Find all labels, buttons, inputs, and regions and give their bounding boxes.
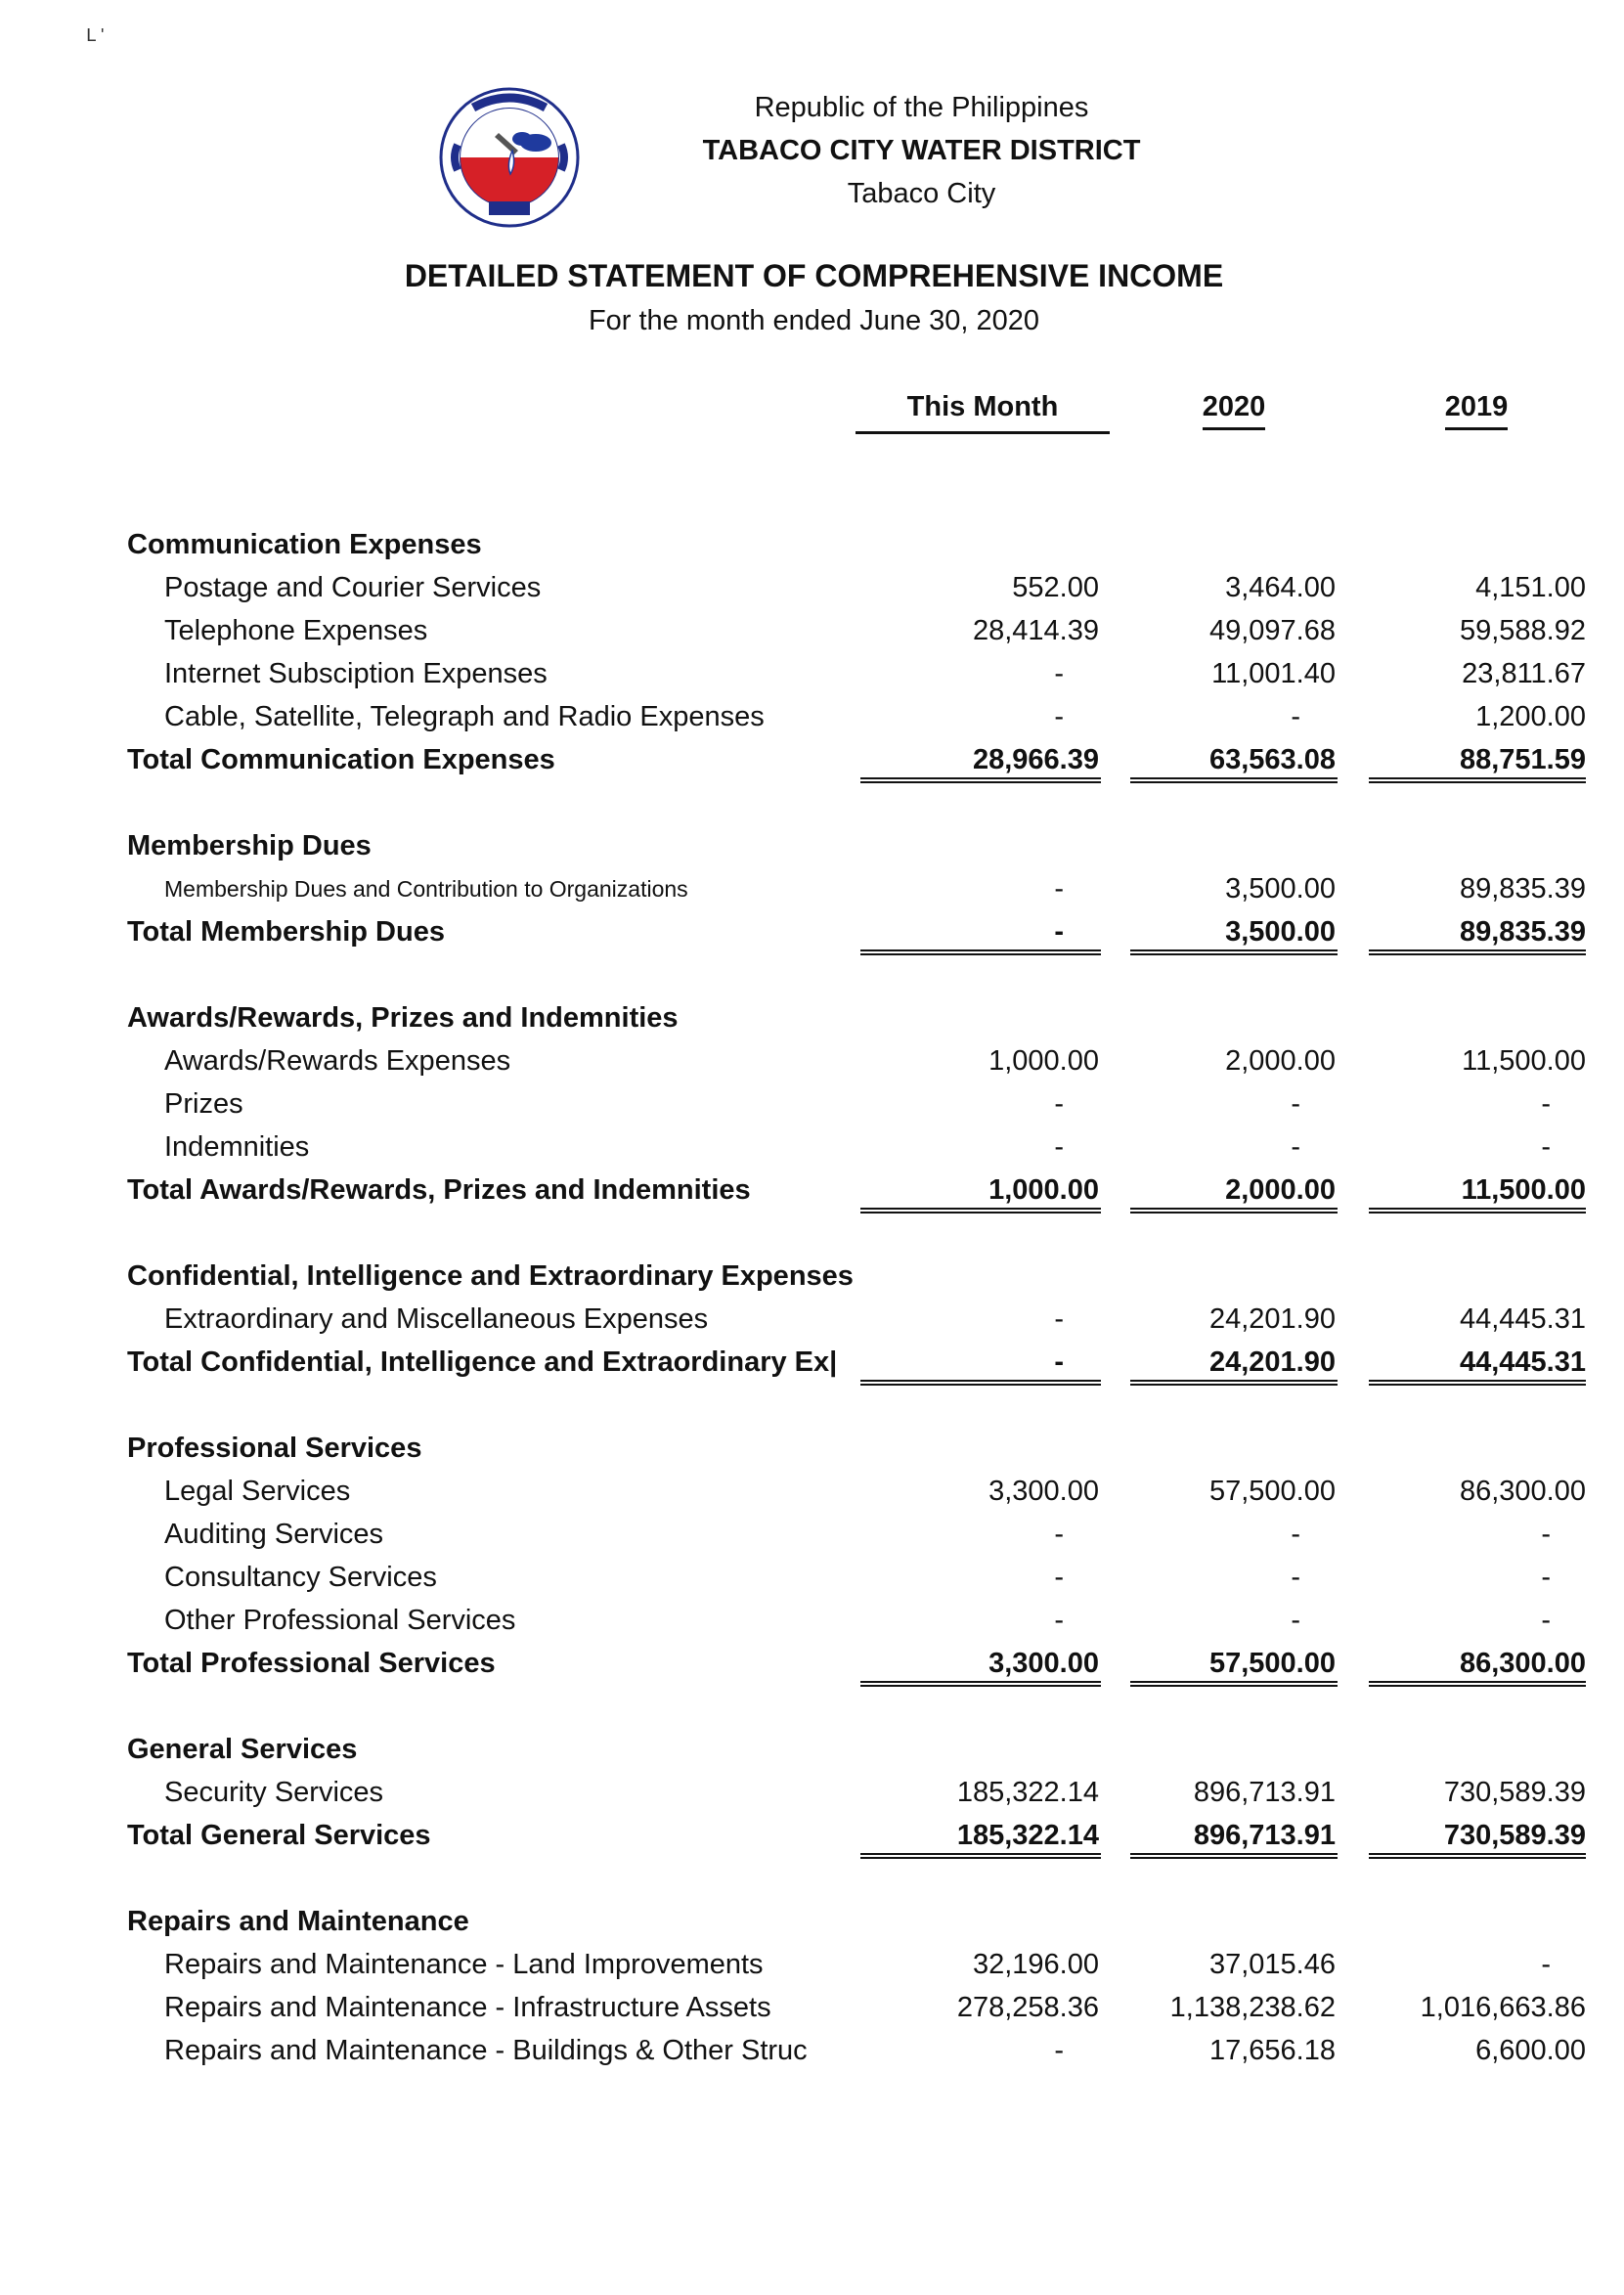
section-total-value-this-month: 185,322.14 — [956, 1820, 1099, 1851]
line-item-value-2019: - — [1541, 1519, 1551, 1550]
line-item-value-this-month: - — [1054, 1519, 1064, 1550]
line-item-value-2020: 57,500.00 — [1208, 1476, 1336, 1507]
organization-city: Tabaco City — [847, 178, 996, 209]
line-item-label: Awards/Rewards Expenses — [164, 1045, 511, 1077]
section-total-label: Total Membership Dues — [127, 916, 445, 948]
line-item-label: Repairs and Maintenance - Infrastructure Assets — [164, 1992, 771, 2023]
section-total-value-this-month: 3,300.00 — [988, 1648, 1099, 1679]
line-item-value-this-month: 3,300.00 — [988, 1476, 1099, 1507]
line-item — [0, 652, 1624, 695]
total-double-underline — [1130, 1208, 1338, 1214]
total-double-underline — [1130, 1681, 1338, 1687]
line-item-value-2020: 24,201.90 — [1208, 1303, 1336, 1335]
section-total — [0, 738, 1624, 781]
line-item-value-2019: 730,589.39 — [1443, 1777, 1586, 1808]
line-item-label: Indemnities — [164, 1131, 310, 1163]
section-total-value-2020: 896,713.91 — [1193, 1820, 1336, 1851]
line-item-label: Security Services — [164, 1777, 384, 1808]
line-item-value-this-month: 32,196.00 — [972, 1949, 1099, 1980]
total-double-underline — [1369, 1380, 1586, 1386]
line-item-label: Repairs and Maintenance - Land Improvements — [164, 1949, 764, 1980]
section-heading-label: Membership Dues — [127, 830, 372, 861]
section-total-value-2020: 57,500.00 — [1208, 1648, 1336, 1679]
line-item-value-2020: - — [1291, 1519, 1300, 1550]
line-item-value-this-month: 278,258.36 — [956, 1992, 1099, 2023]
section-total-label: Total Confidential, Intelligence and Extraordinary Ex| — [127, 1346, 838, 1378]
column-header-this-month: This Month — [856, 391, 1110, 434]
line-item-value-2020: - — [1291, 1088, 1300, 1120]
line-item — [0, 1599, 1624, 1642]
statement-period: For the month ended June 30, 2020 — [588, 305, 1040, 336]
line-item-value-this-month: 1,000.00 — [988, 1045, 1099, 1077]
line-item-value-this-month: - — [1054, 658, 1064, 689]
line-item-label: Prizes — [164, 1088, 243, 1120]
line-item-value-this-month: - — [1054, 1562, 1064, 1593]
line-item — [0, 695, 1624, 738]
section-heading-label: Awards/Rewards, Prizes and Indemnities — [127, 1002, 679, 1034]
line-item-value-2019: 23,811.67 — [1462, 658, 1586, 689]
section-heading-label: General Services — [127, 1734, 358, 1765]
total-double-underline — [1369, 777, 1586, 783]
line-item-value-2019: - — [1541, 1605, 1551, 1636]
line-item-label: Postage and Courier Services — [164, 572, 542, 603]
section-heading — [0, 996, 1624, 1039]
line-item-label: Membership Dues and Contribution to Organizations — [164, 876, 688, 902]
line-item-value-this-month: - — [1054, 873, 1064, 905]
line-item-label: Internet Subsciption Expenses — [164, 658, 548, 689]
section-heading — [0, 1427, 1624, 1470]
line-item-value-2020: 37,015.46 — [1208, 1949, 1336, 1980]
line-item-value-this-month: - — [1054, 1605, 1064, 1636]
section-heading — [0, 1255, 1624, 1298]
column-header-2020: 2020 — [1136, 391, 1332, 430]
line-item — [0, 1298, 1624, 1341]
section-total — [0, 910, 1624, 953]
line-item-value-2019: 11,500.00 — [1462, 1045, 1586, 1077]
line-item-value-2020: 17,656.18 — [1208, 2035, 1336, 2066]
total-double-underline — [1369, 1853, 1586, 1859]
total-double-underline — [1130, 1853, 1338, 1859]
scan-corner-mark: ᒪ ' — [86, 25, 105, 45]
line-item-value-this-month: - — [1054, 2035, 1064, 2066]
line-item-label: Cable, Satellite, Telegraph and Radio Expenses — [164, 701, 765, 732]
line-item — [0, 1125, 1624, 1169]
total-double-underline — [860, 1208, 1101, 1214]
section-heading — [0, 523, 1624, 566]
line-item-label: Auditing Services — [164, 1519, 384, 1550]
line-item — [0, 2029, 1624, 2072]
section-heading-label: Repairs and Maintenance — [127, 1906, 469, 1937]
line-item-value-2019: 59,588.92 — [1459, 615, 1586, 646]
section-total-label: Total Communication Expenses — [127, 744, 555, 775]
section-total-value-2019: 86,300.00 — [1459, 1648, 1586, 1679]
republic-heading: Republic of the Philippines — [754, 92, 1089, 123]
section-total-value-2020: 24,201.90 — [1208, 1346, 1336, 1378]
line-item-value-2019: 4,151.00 — [1475, 572, 1586, 603]
section-total-value-2019: 89,835.39 — [1459, 916, 1586, 948]
section-total-value-this-month: - — [1054, 1346, 1064, 1378]
line-item-value-this-month: - — [1054, 1303, 1064, 1335]
total-double-underline — [1130, 1380, 1338, 1386]
line-item-value-2019: 1,200.00 — [1475, 701, 1586, 732]
line-item-value-2019: - — [1541, 1131, 1551, 1163]
section-heading-label: Confidential, Intelligence and Extraordinary Expenses — [127, 1260, 854, 1292]
total-double-underline — [1130, 777, 1338, 783]
line-item-value-this-month: - — [1054, 1088, 1064, 1120]
line-item-label: Legal Services — [164, 1476, 351, 1507]
total-double-underline — [860, 1853, 1101, 1859]
line-item-value-2019: 6,600.00 — [1475, 2035, 1586, 2066]
section-total — [0, 1341, 1624, 1384]
section-total-value-2019: 11,500.00 — [1461, 1174, 1586, 1206]
line-item — [0, 1513, 1624, 1556]
total-double-underline — [1369, 1208, 1586, 1214]
line-item-value-this-month: - — [1054, 701, 1064, 732]
line-item-value-2020: - — [1291, 1562, 1300, 1593]
line-item-label: Telephone Expenses — [164, 615, 428, 646]
line-item-value-2020: 3,500.00 — [1225, 873, 1336, 905]
section-total-value-this-month: - — [1054, 916, 1064, 948]
line-item-value-2020: - — [1291, 701, 1300, 732]
total-double-underline — [1369, 1681, 1586, 1687]
section-heading-label: Professional Services — [127, 1433, 422, 1464]
line-item — [0, 867, 1624, 910]
section-heading — [0, 824, 1624, 867]
section-heading — [0, 1728, 1624, 1771]
line-item-value-2019: - — [1541, 1562, 1551, 1593]
section-total-label: Total Professional Services — [127, 1648, 496, 1679]
line-item — [0, 1986, 1624, 2029]
line-item-label: Consultancy Services — [164, 1562, 437, 1593]
line-item-value-2020: 3,464.00 — [1225, 572, 1336, 603]
total-double-underline — [860, 949, 1101, 955]
line-item-value-2020: 49,097.68 — [1208, 615, 1336, 646]
line-item-value-2020: 11,001.40 — [1211, 658, 1336, 689]
total-double-underline — [860, 1380, 1101, 1386]
line-item — [0, 1039, 1624, 1082]
line-item-value-2020: 2,000.00 — [1225, 1045, 1336, 1077]
line-item-value-2020: - — [1291, 1605, 1300, 1636]
section-total-label: Total Awards/Rewards, Prizes and Indemnities — [127, 1174, 751, 1206]
line-item-value-2019: 1,016,663.86 — [1420, 1992, 1586, 2023]
line-item — [0, 566, 1624, 609]
section-total-value-2020: 63,563.08 — [1208, 744, 1336, 775]
line-item-value-2019: - — [1541, 1949, 1551, 1980]
line-item-value-this-month: 28,414.39 — [972, 615, 1099, 646]
line-item — [0, 1556, 1624, 1599]
line-item-label: Repairs and Maintenance - Buildings & Other Struc — [164, 2035, 808, 2066]
statement-title: DETAILED STATEMENT OF COMPREHENSIVE INCOME — [404, 258, 1224, 293]
section-total — [0, 1169, 1624, 1212]
line-item-label: Extraordinary and Miscellaneous Expenses — [164, 1303, 709, 1335]
section-total-label: Total General Services — [127, 1820, 431, 1851]
line-item-value-2019: 86,300.00 — [1459, 1476, 1586, 1507]
line-item-value-2019: 89,835.39 — [1459, 873, 1586, 905]
section-total-value-2019: 44,445.31 — [1459, 1346, 1586, 1378]
line-item-value-2020: 896,713.91 — [1193, 1777, 1336, 1808]
section-total-value-this-month: 28,966.39 — [972, 744, 1099, 775]
line-item-label: Other Professional Services — [164, 1605, 516, 1636]
total-double-underline — [860, 1681, 1101, 1687]
organization-name: TABACO CITY WATER DISTRICT — [702, 135, 1141, 166]
section-heading — [0, 1900, 1624, 1943]
line-item-value-2019: 44,445.31 — [1459, 1303, 1586, 1335]
line-item-value-2020: - — [1291, 1131, 1300, 1163]
section-total — [0, 1642, 1624, 1685]
total-double-underline — [860, 777, 1101, 783]
line-item — [0, 1470, 1624, 1513]
line-item — [0, 1771, 1624, 1814]
line-item-value-2019: - — [1541, 1088, 1551, 1120]
section-heading-label: Communication Expenses — [127, 529, 482, 560]
line-item — [0, 609, 1624, 652]
line-item-value-this-month: - — [1054, 1131, 1064, 1163]
line-item-value-2020: 1,138,238.62 — [1169, 1992, 1336, 2023]
line-item-value-this-month: 185,322.14 — [956, 1777, 1099, 1808]
line-item-value-this-month: 552.00 — [1012, 572, 1099, 603]
total-double-underline — [1130, 949, 1338, 955]
section-total-value-2019: 88,751.59 — [1459, 744, 1586, 775]
line-item — [0, 1943, 1624, 1986]
line-item — [0, 1082, 1624, 1125]
section-total-value-this-month: 1,000.00 — [988, 1174, 1099, 1206]
section-total — [0, 1814, 1624, 1857]
total-double-underline — [1369, 949, 1586, 955]
column-header-2019: 2019 — [1379, 391, 1574, 430]
section-total-value-2020: 3,500.00 — [1225, 916, 1336, 948]
section-total-value-2020: 2,000.00 — [1225, 1174, 1336, 1206]
section-total-value-2019: 730,589.39 — [1443, 1820, 1586, 1851]
